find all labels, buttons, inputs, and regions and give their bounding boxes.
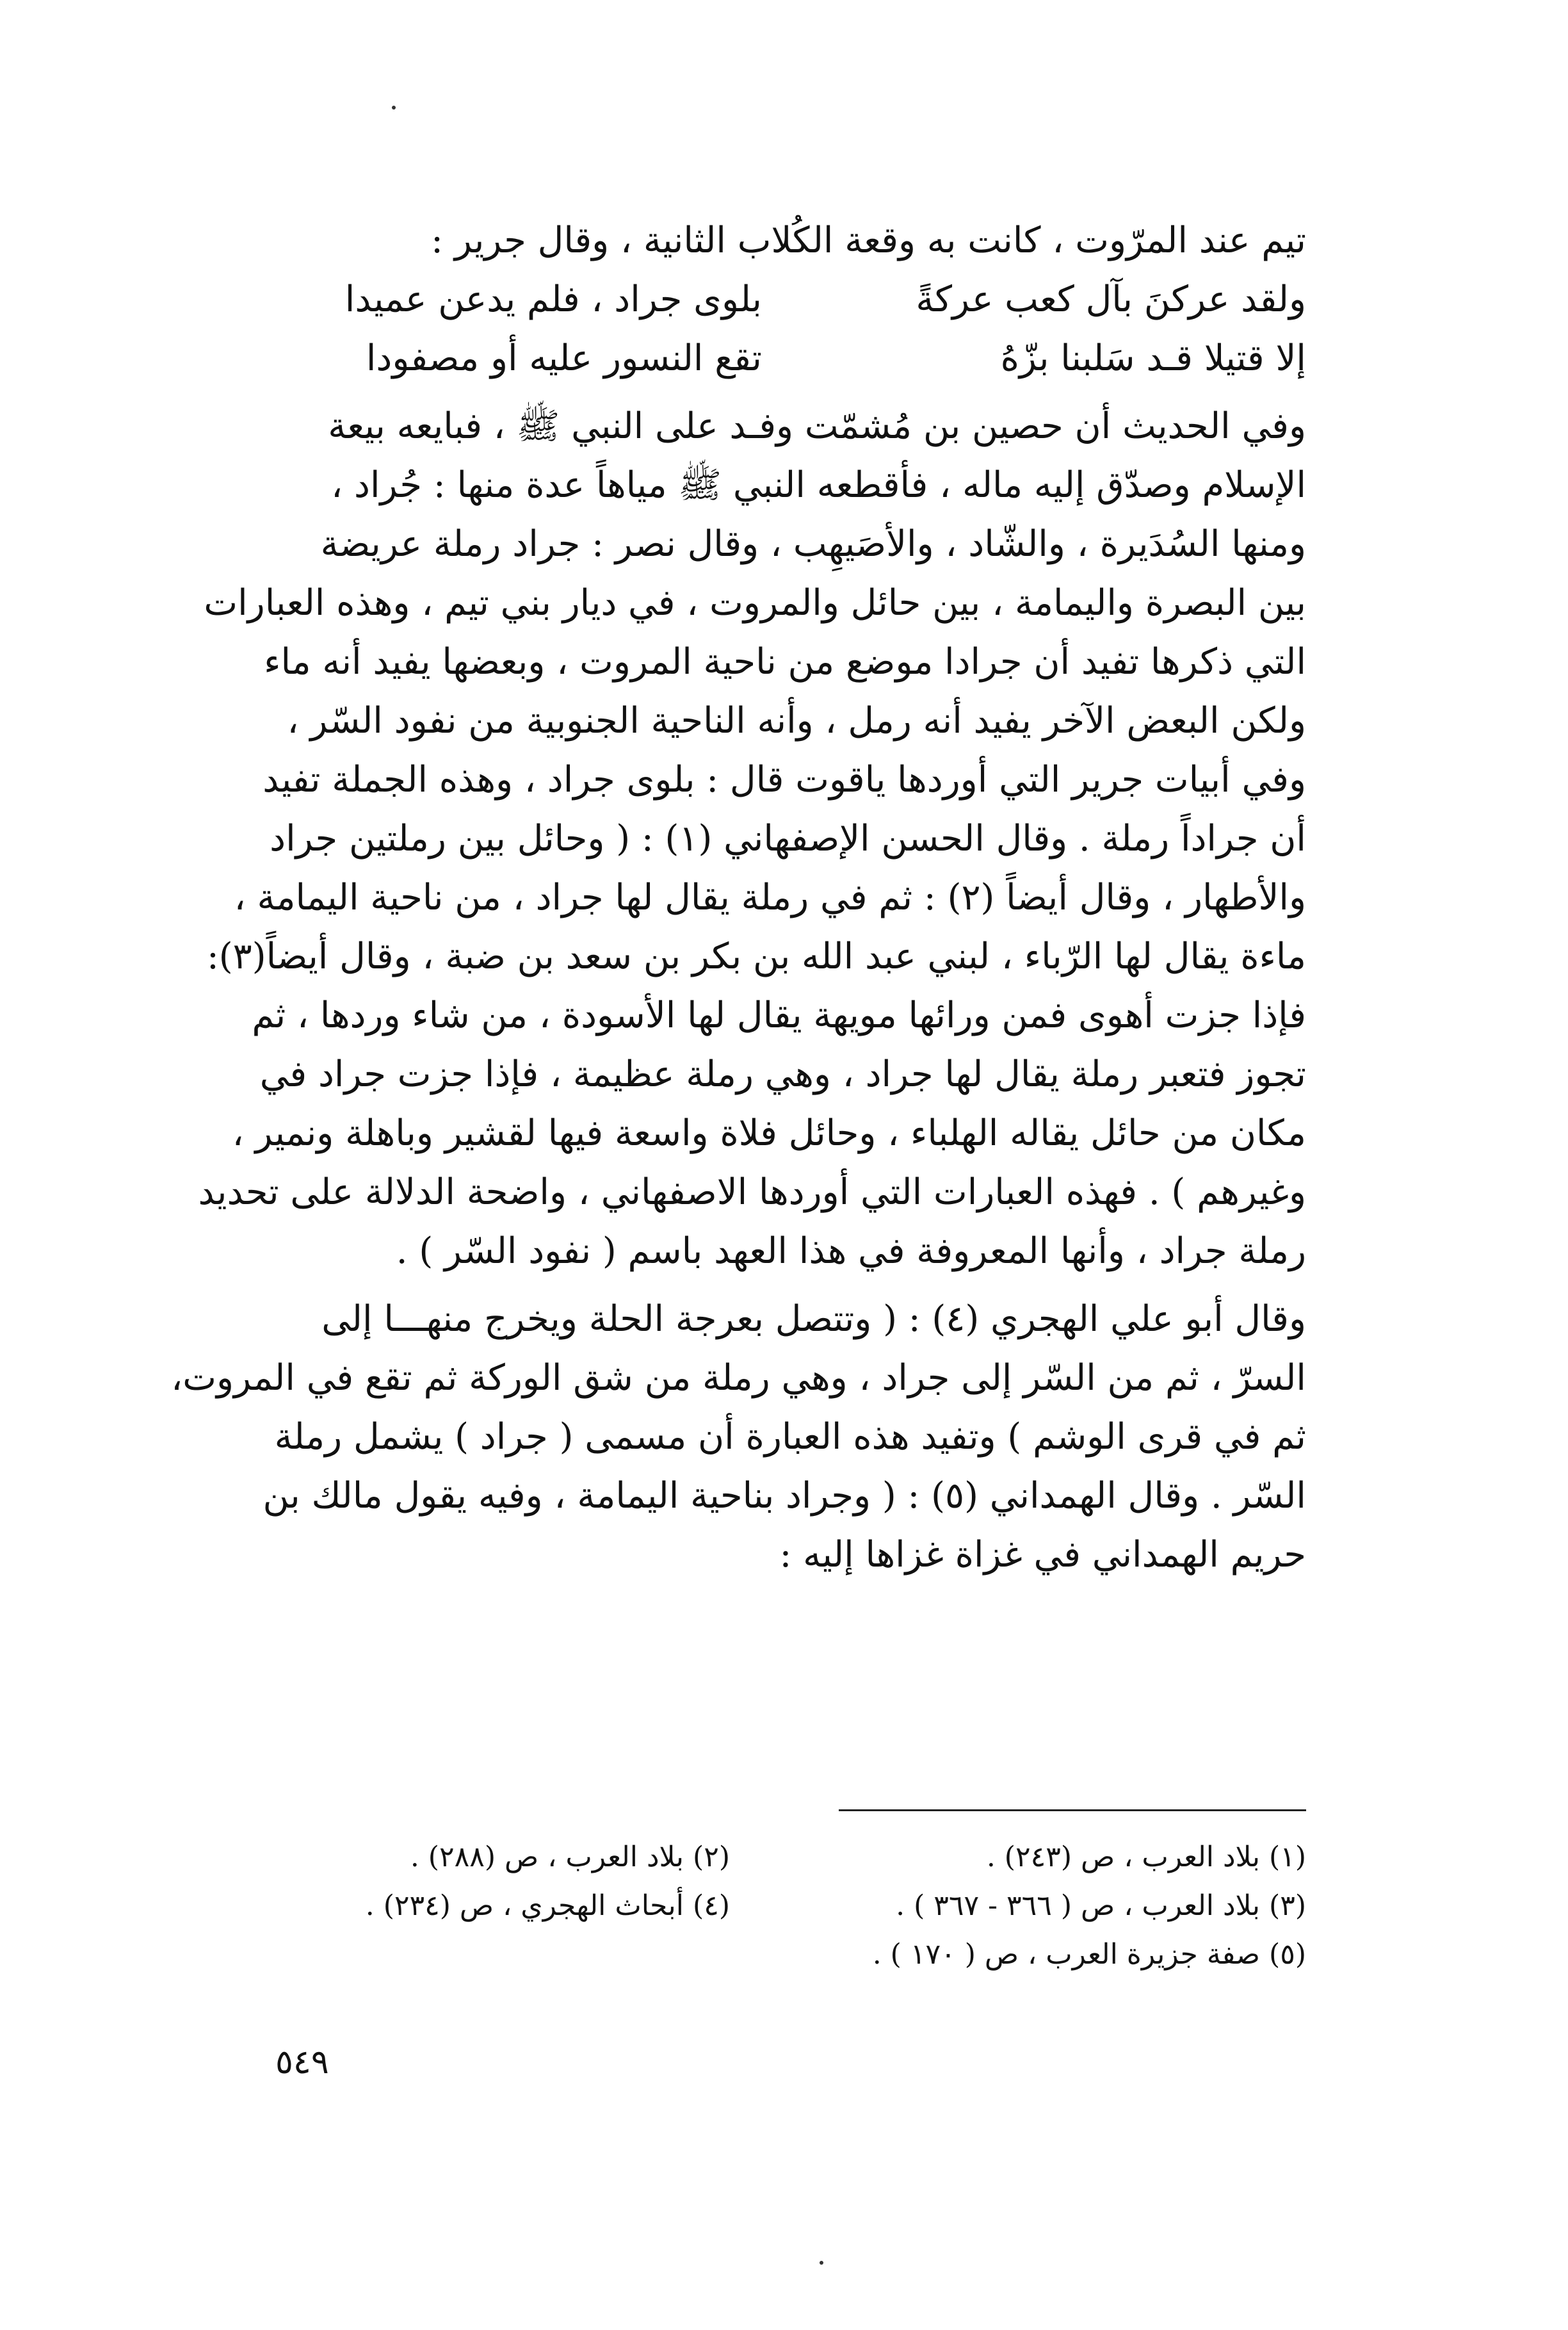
verse-first-hemistich: ولقد عركنَ بآل كعب عركةً <box>916 279 1306 320</box>
text-line: أن جراداً رملة . وقال الحسن الإصفهاني (١) : ( وحائل بين رملتين جراد <box>270 818 1306 859</box>
verse-first-hemistich: إلا قتيلا قـد سَلبنا بزّهُ <box>1000 338 1306 379</box>
page-number: ٥٤٩ <box>275 2043 329 2082</box>
text-line: رملة جراد ، وأنها المعروفة في هذا العهد باسم ( نفود السّر ) . <box>396 1230 1306 1272</box>
text-line: وغيرهم ) . فهذه العبارات التي أوردها الاصفهاني ، واضحة الدلالة على تحديد <box>198 1171 1306 1213</box>
text-line: السرّ ، ثم من السّر إلى جراد ، وهي رملة من شق الوركة ثم تقع في المروت، <box>171 1357 1306 1399</box>
speck-mark <box>392 106 396 110</box>
text-line: ولكن البعض الآخر يفيد أنه رمل ، وأنه الناحية الجنوبية من نفود السّر ، <box>287 700 1306 742</box>
text-line: تيم عند المرّوت ، كانت به وقعة الكُلاب الثانية ، وقال جرير : <box>431 220 1306 261</box>
verse-line <box>218 270 1306 329</box>
text-line: تجوز فتعبر رملة يقال لها جراد ، وهي رملة عظيمة ، فإذا جزت جراد في <box>259 1054 1306 1095</box>
text-line: وفي الحديث أن حصين بن مُشمّت وفـد على النبي ﷺ ، فبايعه بيعة <box>328 405 1306 447</box>
text-line: مكان من حائل يقاله الهلباء ، وحائل فلاة واسعة فيها لقشير وباهلة ونمير ، <box>232 1112 1306 1154</box>
main-text <box>171 211 1306 1585</box>
footnote-5: (٥) صفة جزيرة العرب ، ص ( ١٧٠ ) . <box>872 1938 1306 1971</box>
text-line: ثم في قرى الوشم ) وتفيد هذه العبارة أن مسمى ( جراد ) يشمل رملة <box>274 1416 1306 1458</box>
speck-mark <box>820 2261 823 2265</box>
text-line: فإذا جزت أهوى فمن ورائها مويهة يقال لها الأسودة ، من شاء وردها ، ثم <box>252 995 1306 1036</box>
text-line: الإسلام وصدّق إليه ماله ، فأقطعه النبي ﷺ مياهاً عدة منها : جُراد ، <box>331 464 1306 506</box>
verse-second-hemistich: تقع النسور عليه أو مصفودا <box>366 338 762 379</box>
footnotes <box>218 1833 1306 1979</box>
footnote-2: (٢) بلاد العرب ، ص (٢٨٨) . <box>410 1841 730 1873</box>
text-line: حريم الهمداني في غزاة غزاها إليه : <box>779 1534 1306 1576</box>
footnote-1: (١) بلاد العرب ، ص (٢٤٣) . <box>986 1841 1306 1873</box>
verse-line <box>218 329 1306 388</box>
text-line: وقال أبو علي الهجري (٤) : ( وتتصل بعرجة الحلة ويخرج منهـــا إلى <box>321 1298 1306 1340</box>
text-line: ماءة يقال لها الرّباء ، لبني عبد الله بن بكر بن سعد بن ضبة ، وقال أيضاً(٣): <box>206 936 1306 977</box>
footnote-row <box>218 1930 1306 1979</box>
text-line: وفي أبيات جرير التي أوردها ياقوت قال : بلوى جراد ، وهذه الجملة تفيد <box>263 759 1306 801</box>
text-line: بين البصرة واليمامة ، بين حائل والمروت ، في ديار بني تيم ، وهذه العبارات <box>204 582 1306 624</box>
text-line: السّر . وقال الهمداني (٥) : ( وجراد بناحية اليمامة ، وفيه يقول مالك بن <box>263 1475 1306 1517</box>
footnote-row <box>218 1882 1306 1930</box>
footnote-4: (٤) أبحاث الهجري ، ص (٢٣٤) . <box>365 1889 730 1922</box>
text-line: التي ذكرها تفيد أن جرادا موضع من ناحية المروت ، وبعضها يفيد أنه ماء <box>264 641 1306 683</box>
footnote-3: (٣) بلاد العرب ، ص ( ٣٦٦ - ٣٦٧ ) . <box>896 1889 1306 1922</box>
footnote-row <box>218 1833 1306 1882</box>
text-line: والأطهار ، وقال أيضاً (٢) : ثم في رملة يقال لها جراد ، من ناحية اليمامة ، <box>234 877 1306 918</box>
text-line: ومنها السُدَيرة ، والشّاد ، والأصَيهِب ، وقال نصر : جراد رملة عريضة <box>320 523 1306 565</box>
footnote-divider <box>839 1809 1306 1811</box>
verse-second-hemistich: بلوى جراد ، فلم يدعن عميدا <box>344 279 762 320</box>
